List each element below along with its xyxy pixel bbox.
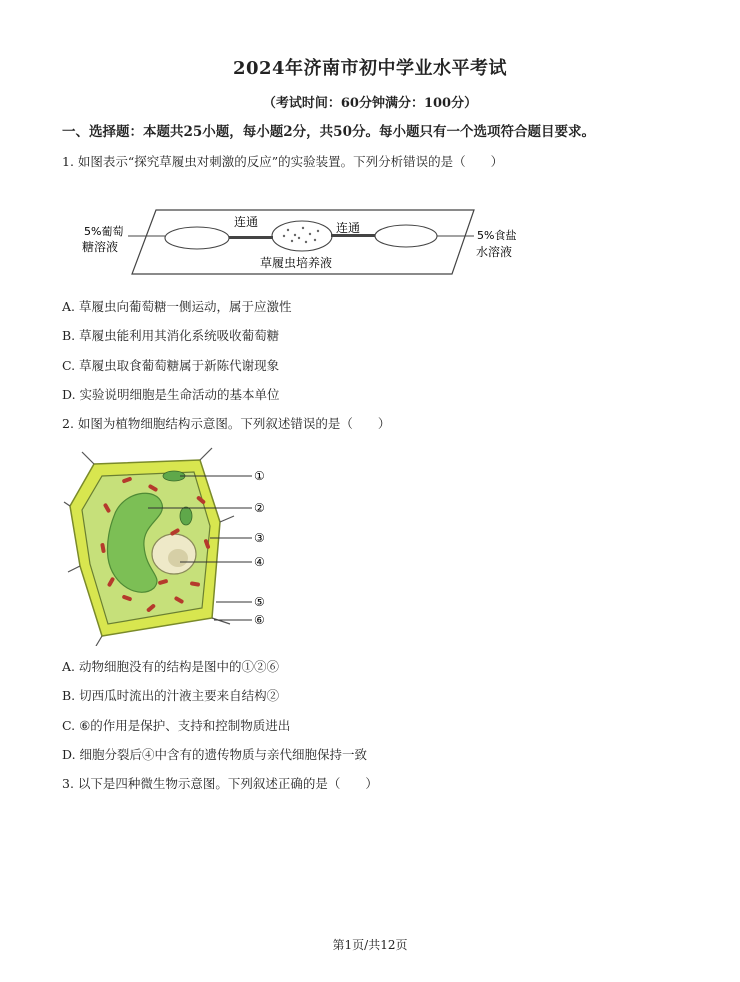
cell-label-1: ① <box>254 469 265 483</box>
question-1-stem: 1. 如图表示“探究草履虫对刺激的反应”的实验装置。下列分析错误的是（ ） <box>62 154 504 169</box>
plant-cell-figure <box>62 446 282 646</box>
section-heading: 一、选择题：本题共25小题，每小题2分，共50分。每小题只有一个选项符合题目要求。 <box>62 124 595 140</box>
q2-option-c: C. ⑥的作用是保护、支持和控制物质进出 <box>62 718 291 733</box>
question-2-stem: 2. 如图为植物细胞结构示意图。下列叙述错误的是（ ） <box>62 416 391 431</box>
q1-option-c: C. 草履虫取食葡萄糖属于新陈代谢现象 <box>62 358 280 373</box>
cell-label-2: ② <box>254 501 265 515</box>
cell-label-5: ⑤ <box>254 595 265 609</box>
left-label-line1: 5%葡萄 <box>84 225 124 238</box>
salt-drop <box>375 225 437 247</box>
q1-option-d: D. 实验说明细胞是生命活动的基本单位 <box>62 387 280 402</box>
paramecium-culture-drop <box>272 221 332 251</box>
left-label-line2: 糖溶液 <box>82 240 119 254</box>
left-connector <box>229 236 273 239</box>
q1-option-a: A. 草履虫向葡萄糖一侧运动，属于应激性 <box>62 299 292 314</box>
cell-label-3: ③ <box>254 531 265 545</box>
connect-label-right: 连通 <box>336 221 361 235</box>
exam-subtitle: （考试时间：60分钟满分：100分） <box>262 96 478 111</box>
nucleolus <box>168 549 188 567</box>
page-footer: 第1页/共12页 <box>332 938 408 952</box>
q1-option-b: B. 草履虫能利用其消化系统吸收葡萄糖 <box>62 328 280 343</box>
q2-option-a: A. 动物细胞没有的结构是图中的①②⑥ <box>62 659 279 674</box>
right-label-line2: 水溶液 <box>476 245 513 259</box>
cell-label-6: ⑥ <box>254 613 265 627</box>
right-label-line1: 5%食盐 <box>477 229 517 242</box>
cell-label-4: ④ <box>254 555 265 569</box>
connect-label-left: 连通 <box>234 215 259 229</box>
q2-option-b: B. 切西瓜时流出的汁液主要来自结构② <box>62 688 280 703</box>
paramecium-experiment-figure <box>74 198 534 284</box>
question-3-stem: 3. 以下是四种微生物示意图。下列叙述正确的是（ ） <box>62 776 378 791</box>
q2-option-d: D. 细胞分裂后④中含有的遗传物质与亲代细胞保持一致 <box>62 747 368 762</box>
glucose-drop <box>165 227 229 249</box>
culture-label: 草履虫培养液 <box>260 256 333 270</box>
exam-title: 2024年济南市初中学业水平考试 <box>232 58 508 79</box>
